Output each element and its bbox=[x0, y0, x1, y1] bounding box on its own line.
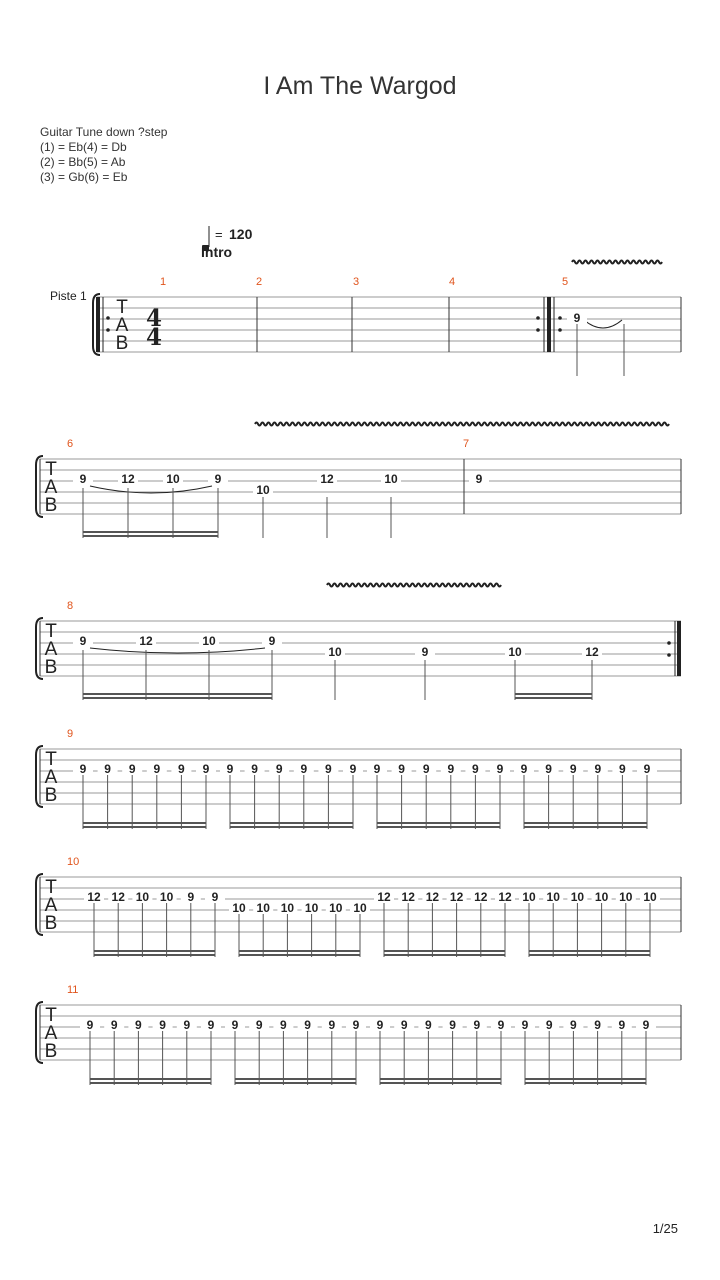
tab-clef-t: T bbox=[116, 297, 128, 318]
fret-number: 9 bbox=[207, 1018, 215, 1032]
fret-number: 12 bbox=[425, 890, 440, 904]
fret-number: 9 bbox=[373, 762, 381, 776]
fret-number: 10 bbox=[329, 901, 343, 915]
repeat-dot bbox=[106, 328, 110, 332]
fret-number: 9 bbox=[328, 1018, 336, 1032]
fret-number: 9 bbox=[304, 1018, 311, 1032]
fret-number: 9 bbox=[135, 1018, 142, 1032]
fret-number: 9 bbox=[178, 762, 185, 776]
fret-number: 9 bbox=[268, 634, 276, 648]
fret-number: 9 bbox=[214, 472, 222, 486]
measure-number: 8 bbox=[67, 600, 74, 612]
fret-number: 9 bbox=[211, 890, 219, 904]
tempo-value: 120 bbox=[229, 226, 253, 242]
fret-number: 9 bbox=[226, 762, 234, 776]
repeat-dot bbox=[106, 316, 110, 320]
fret-number: 12 bbox=[498, 890, 512, 904]
fret-number: 12 bbox=[111, 890, 125, 904]
fret-number: 9 bbox=[153, 762, 161, 776]
tab-clef-t: T bbox=[45, 749, 57, 770]
fret-number: 9 bbox=[79, 762, 87, 776]
vibrato-mark bbox=[327, 584, 501, 587]
fret-number: 9 bbox=[569, 762, 577, 776]
fret-number: 9 bbox=[79, 634, 87, 648]
measure-number: 4 bbox=[449, 276, 456, 288]
fret-number: 9 bbox=[570, 1018, 577, 1032]
slur bbox=[584, 320, 622, 328]
fret-number: 9 bbox=[400, 1018, 408, 1032]
fret-number: 10 bbox=[570, 890, 585, 904]
tab-clef-b: B bbox=[115, 333, 129, 354]
fret-number: 10 bbox=[232, 901, 246, 915]
fret-number: 9 bbox=[349, 762, 357, 776]
fret-number: 10 bbox=[202, 634, 216, 648]
fret-number: 10 bbox=[594, 890, 609, 904]
fret-number: 12 bbox=[474, 890, 488, 904]
measure-number: 3 bbox=[353, 276, 360, 288]
fret-number: 9 bbox=[352, 1018, 360, 1032]
track-name: Piste 1 bbox=[50, 289, 87, 303]
measure-number: 1 bbox=[160, 276, 167, 288]
fret-number: 9 bbox=[425, 1018, 432, 1032]
tab-clef-b: B bbox=[44, 785, 58, 806]
tab-clef-a: A bbox=[115, 315, 129, 336]
tab-clef-b: B bbox=[44, 1041, 58, 1062]
fret-number: 9 bbox=[159, 1018, 166, 1032]
fret-number: 10 bbox=[546, 890, 560, 904]
measure-number: 5 bbox=[562, 276, 569, 288]
vibrato-mark bbox=[572, 261, 662, 264]
fret-number: 10 bbox=[384, 472, 398, 486]
fret-number: 12 bbox=[87, 890, 101, 904]
fret-number: 10 bbox=[166, 472, 180, 486]
fret-number: 9 bbox=[573, 311, 581, 325]
tuning-line: (1) = Eb(4) = Db bbox=[40, 140, 127, 154]
fret-number: 10 bbox=[135, 890, 150, 904]
fret-number: 9 bbox=[202, 762, 210, 776]
slur bbox=[90, 648, 265, 653]
tab-clef-a: A bbox=[44, 895, 58, 916]
fret-number: 9 bbox=[86, 1018, 94, 1032]
tuning-line: (2) = Bb(5) = Ab bbox=[40, 155, 126, 169]
tab-clef-a: A bbox=[44, 639, 58, 660]
repeat-dot bbox=[667, 641, 671, 645]
fret-number: 12 bbox=[377, 890, 391, 904]
repeat-dot bbox=[536, 328, 540, 332]
fret-number: 10 bbox=[256, 901, 270, 915]
fret-number: 9 bbox=[449, 1018, 456, 1032]
time-sig-top: 4 bbox=[145, 305, 163, 332]
tab-clef-t: T bbox=[45, 459, 57, 480]
repeat-dot bbox=[536, 316, 540, 320]
measure-number: 6 bbox=[67, 438, 74, 450]
fret-number: 10 bbox=[256, 483, 270, 497]
fret-number: 9 bbox=[104, 762, 111, 776]
tempo-equals: = bbox=[215, 227, 223, 242]
fret-number: 9 bbox=[231, 1018, 239, 1032]
fret-number: 9 bbox=[183, 1018, 191, 1032]
fret-number: 9 bbox=[473, 1018, 481, 1032]
page-indicator: 1/25 bbox=[652, 1221, 678, 1236]
repeat-dot bbox=[558, 328, 562, 332]
fret-number: 10 bbox=[280, 901, 295, 915]
section-label: Intro bbox=[201, 244, 233, 260]
fret-number: 9 bbox=[398, 762, 405, 776]
fret-number: 12 bbox=[320, 472, 334, 486]
fret-number: 9 bbox=[128, 762, 136, 776]
fret-number: 9 bbox=[447, 762, 455, 776]
fret-number: 10 bbox=[643, 890, 657, 904]
measure-number: 2 bbox=[256, 276, 263, 288]
measure-number: 11 bbox=[67, 984, 79, 996]
tab-clef-b: B bbox=[44, 657, 58, 678]
time-sig-bottom: 4 bbox=[145, 324, 163, 351]
tuning-line: (3) = Gb(6) = Eb bbox=[40, 170, 128, 184]
tab-clef-a: A bbox=[44, 767, 58, 788]
fret-number: 9 bbox=[497, 1018, 505, 1032]
tab-clef-a: A bbox=[44, 477, 58, 498]
vibrato-mark bbox=[255, 423, 669, 426]
fret-number: 9 bbox=[255, 1018, 263, 1032]
fret-number: 9 bbox=[545, 762, 552, 776]
fret-number: 9 bbox=[422, 762, 430, 776]
fret-number: 10 bbox=[304, 901, 319, 915]
repeat-dot bbox=[558, 316, 562, 320]
fret-number: 12 bbox=[401, 890, 415, 904]
tab-clef-t: T bbox=[45, 877, 57, 898]
measure-number: 9 bbox=[67, 728, 74, 740]
tab-clef-t: T bbox=[45, 1005, 57, 1026]
fret-number: 10 bbox=[619, 890, 633, 904]
song-title: I Am The Wargod bbox=[263, 72, 457, 100]
fret-number: 9 bbox=[594, 1018, 601, 1032]
tab-clef-b: B bbox=[44, 913, 58, 934]
fret-number: 10 bbox=[353, 901, 367, 915]
repeat-dot bbox=[667, 653, 671, 657]
fret-number: 9 bbox=[618, 1018, 626, 1032]
tuning-header: Guitar Tune down ?step bbox=[40, 125, 168, 139]
fret-number: 10 bbox=[328, 645, 342, 659]
fret-number: 9 bbox=[643, 762, 651, 776]
tab-clef-b: B bbox=[44, 495, 58, 516]
fret-number: 9 bbox=[594, 762, 602, 776]
fret-number: 12 bbox=[449, 890, 464, 904]
fret-number: 9 bbox=[376, 1018, 384, 1032]
fret-number: 12 bbox=[585, 645, 599, 659]
measure-number: 7 bbox=[463, 438, 470, 450]
fret-number: 9 bbox=[642, 1018, 650, 1032]
fret-number: 9 bbox=[496, 762, 504, 776]
fret-number: 9 bbox=[421, 645, 429, 659]
fret-number: 9 bbox=[300, 762, 308, 776]
fret-number: 9 bbox=[475, 472, 483, 486]
fret-number: 9 bbox=[187, 890, 195, 904]
fret-number: 10 bbox=[522, 890, 536, 904]
fret-number: 10 bbox=[159, 890, 174, 904]
fret-number: 9 bbox=[325, 762, 332, 776]
fret-number: 10 bbox=[508, 645, 522, 659]
fret-number: 12 bbox=[139, 634, 153, 648]
fret-number: 9 bbox=[545, 1018, 553, 1032]
fret-number: 9 bbox=[472, 762, 479, 776]
fret-number: 9 bbox=[275, 762, 283, 776]
fret-number: 9 bbox=[110, 1018, 118, 1032]
fret-number: 9 bbox=[521, 1018, 529, 1032]
tab-clef-a: A bbox=[44, 1023, 58, 1044]
fret-number: 9 bbox=[79, 472, 87, 486]
fret-number: 12 bbox=[121, 472, 135, 486]
fret-number: 9 bbox=[251, 762, 258, 776]
fret-number: 9 bbox=[619, 762, 626, 776]
fret-number: 9 bbox=[280, 1018, 287, 1032]
tab-clef-t: T bbox=[45, 621, 57, 642]
fret-number: 9 bbox=[520, 762, 528, 776]
measure-number: 10 bbox=[67, 856, 80, 868]
